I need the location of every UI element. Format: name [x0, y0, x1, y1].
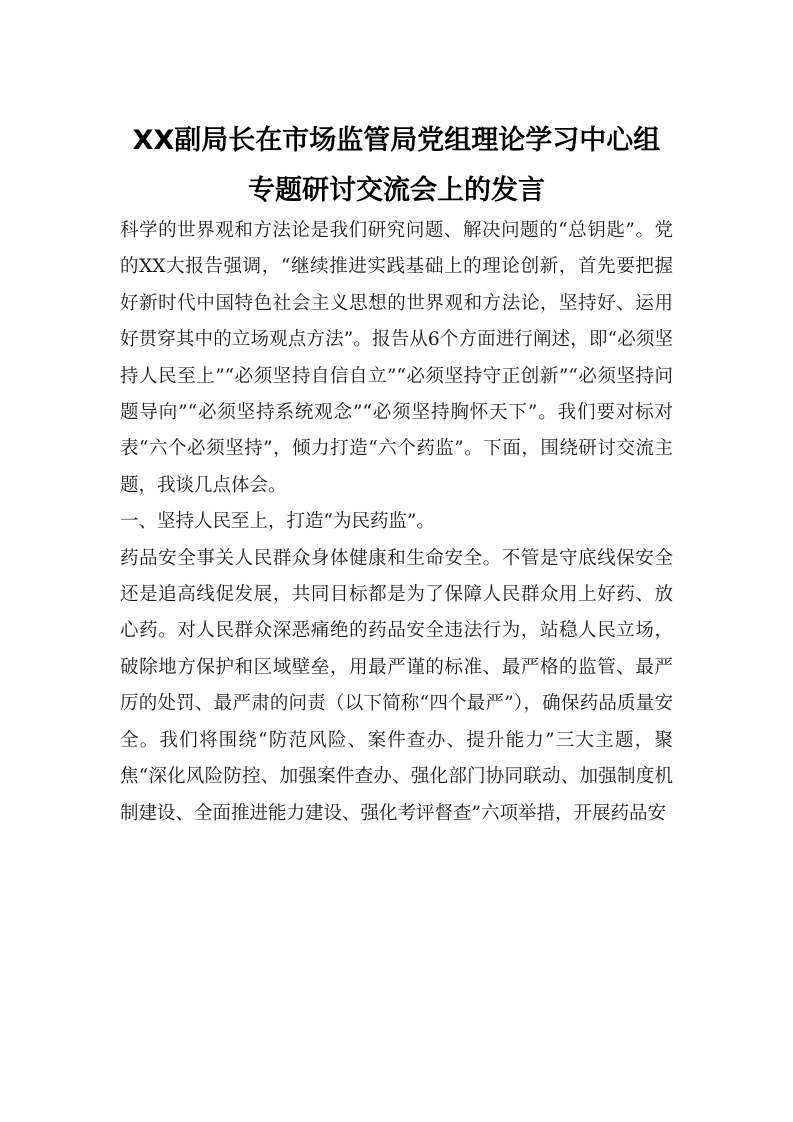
document-body — [120, 213, 673, 832]
section-heading: 一、坚持人民至上，打造“为民药监”。 — [120, 511, 435, 533]
intro-paragraph: 科学的世界观和方法论是我们研究问题、解决问题的“总钥匙”。党的XX大报告强调，“继续推进实践基础上的理论创新，首先要把握好新时代中国特色社会主义思想的世界观和方法论，坚持好、运用好贯穿其中的立场观点方法”。报告从6个方面进行阐述，即“必须坚持人民至上”“必须坚持自信自立”“必须坚持守正创新”“必须坚持问题导向”“必须坚持系统观念”“必须坚持胸怀天下”。我们要对标对表“六个必须坚持”，倾力打造“六个药监”。下面，围绕研讨交流主题，我谈几点体会。 — [120, 220, 673, 496]
document-title: XX副局长在市场监管局党组理论学习中心组专题研讨交流会上的发言 — [132, 125, 661, 206]
section-paragraph: 药品安全事关人民群众身体健康和生命安全。不管是守底线保安全还是追高线促发展，共同目标都是为了保障人民群众用上好药、放心药。对人民群众深恶痛绝的药品安全违法行为，站稳人民立场，破除地方保护和区域壁垒，用最严谨的标准、最严格的监管、最严厉的处罚、最严肃的问责（以下简称“四个最严”），确保药品质量安全。我们将围绕“防范风险、案件查办、提升能力”三大主题，聚焦“深化风险防控、加强案件查办、强化部门协同联动、加强制度机制建设、全面推进能力建设、强化考评督查”六项举措，开展药品安 — [120, 547, 673, 824]
